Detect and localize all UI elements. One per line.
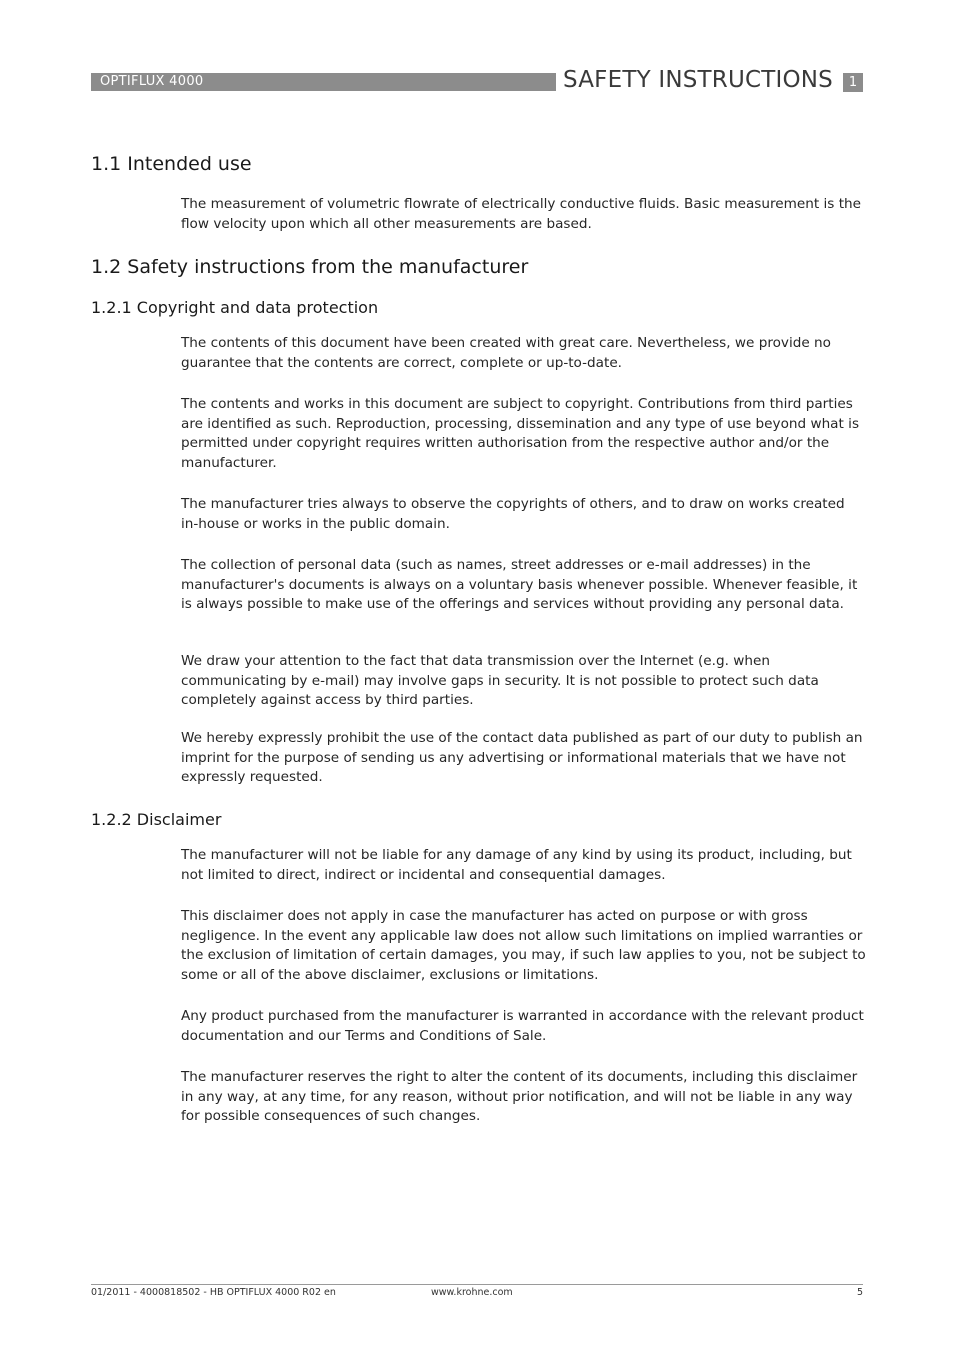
section-heading-safety-instructions: 1.2 Safety instructions from the manufacturer	[91, 256, 529, 278]
paragraph: The manufacturer will not be liable for any damage of any kind by using its product, including, but not limited to direct, indirect or incidental and consequential damages.	[181, 847, 852, 883]
paragraph: We hereby expressly prohibit the use of the contact data published as part of our duty to publish an imprint for the purpose of sending us any advertising or informational materials that we have not expressly requested.	[181, 730, 863, 785]
subsection-heading-disclaimer: 1.2.2 Disclaimer	[91, 810, 222, 829]
header-product-name: OPTIFLUX 4000	[100, 74, 204, 89]
paragraph: We draw your attention to the fact that data transmission over the Internet (e.g. when communicating by e-mail) may involve gaps in security. It is not possible to protect such data completely against access by third parties.	[181, 653, 819, 708]
footer-page-number: 5	[856, 1287, 863, 1298]
paragraph: The contents and works in this document are subject to copyright. Contributions from third parties are identified as such. Reproduction, processing, dissemination and any type of use beyond what is permitted under copyright requires written authorisation from the respective author and/or the manufacturer.	[181, 396, 860, 471]
paragraph: This disclaimer does not apply in case the manufacturer has acted on purpose or with gross negligence. In the event any applicable law does not allow such limitations on implied warranties or the exclusion of limitation of certain damages, you may, if such law applies to you, not be subject to some or all of the above disclaimer, exclusions or limitations.	[181, 908, 866, 983]
footer-document-id: 01/2011 - 4000818502 - HB OPTIFLUX 4000 R02 en	[91, 1287, 336, 1298]
paragraph: The measurement of volumetric flowrate of electrically conductive fluids. Basic measurement is the flow velocity upon which all other measurements are based.	[181, 196, 862, 232]
footer-website-link[interactable]: www.krohne.com	[431, 1287, 513, 1298]
section-heading-intended-use: 1.1 Intended use	[91, 153, 252, 175]
paragraph: The contents of this document have been created with great care. Nevertheless, we provide no guarantee that the contents are correct, complete or up-to-date.	[181, 335, 831, 371]
paragraph: The collection of personal data (such as names, street addresses or e-mail addresses) in the manufacturer's documents is always on a voluntary basis whenever possible. Whenever feasible, it is always possible to make use of the offerings and services without providing any personal data.	[181, 557, 858, 612]
header-chapter-title: SAFETY INSTRUCTIONS	[563, 67, 833, 93]
paragraph: The manufacturer reserves the right to alter the content of its documents, including this disclaimer in any way, at any time, for any reason, without prior notification, and will not be liable in any way for possible consequences of such changes.	[181, 1069, 858, 1124]
footer-divider	[91, 1284, 863, 1285]
header-chapter-number: 1	[843, 73, 863, 92]
paragraph: The manufacturer tries always to observe the copyrights of others, and to draw on works created in-house or works in the public domain.	[181, 496, 845, 532]
paragraph: Any product purchased from the manufacturer is warranted in accordance with the relevant product documentation and our Terms and Conditions of Sale.	[181, 1008, 864, 1044]
subsection-heading-copyright: 1.2.1 Copyright and data protection	[91, 298, 379, 317]
